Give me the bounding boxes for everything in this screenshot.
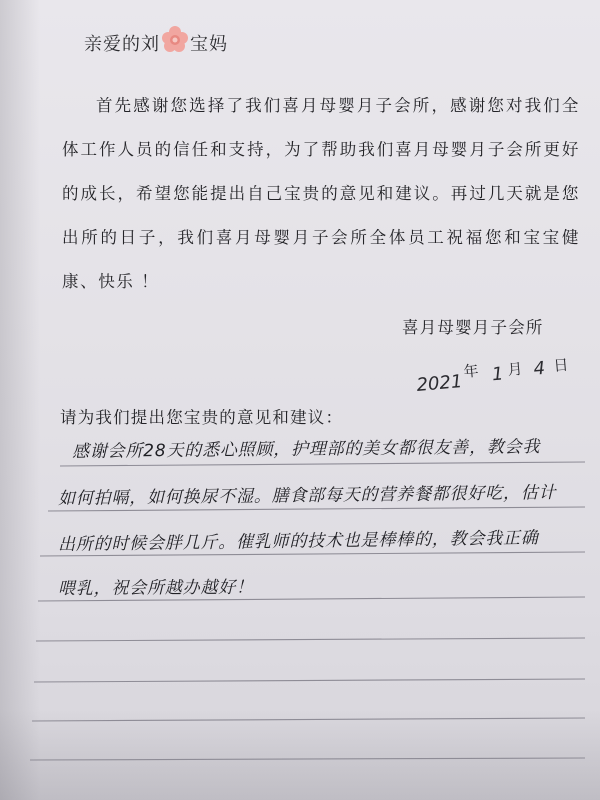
rule-line-1	[60, 462, 585, 466]
handwritten-line-1: 感谢会所28天的悉心照顾，护理部的美女都很友善，教会我	[71, 437, 541, 462]
feedback-prompt: 请为我们提出您宝贵的意见和建议：	[60, 408, 344, 427]
salutation-prefix: 亲爱的刘	[84, 34, 160, 55]
handwritten-line-2: 如何拍嗝，如何换尿不湿。膳食部每天的营养餐都很好吃，估计	[57, 482, 557, 509]
paper-shadow-left	[0, 0, 40, 800]
paper-shadow-bottom	[0, 710, 600, 800]
salutation-suffix: 宝妈	[190, 34, 228, 55]
redaction-flower-icon	[162, 26, 188, 52]
rule-line-6	[34, 679, 585, 682]
handwritten-line-3: 出所的时候会胖几斤。催乳师的技术也是棒棒的，教会我正确	[57, 528, 539, 555]
letter-body: 首先感谢您选择了我们喜月母婴月子会所，感谢您对我们全体工作人员的信任和支持，为了帮助我们喜月母婴月子会所更好的成长，希望您能提出自己宝贵的意见和建议。再过几天就是您出所的日子，我们喜月母婴月子会所全体员工祝福您和宝宝健康、快乐 ！	[62, 96, 580, 291]
signature: 喜月母婴月子会所	[402, 318, 544, 337]
salutation	[84, 30, 228, 56]
date-month-unit: 月	[506, 359, 524, 380]
date-day-unit: 日	[552, 355, 570, 376]
date-year-unit: 年	[462, 361, 480, 381]
date-month: 1	[491, 363, 505, 386]
rule-line-5	[36, 638, 585, 641]
date-year: 2021	[415, 371, 464, 397]
handwritten-date	[411, 351, 583, 400]
handwritten-line-4: 喂乳，祝会所越办越好！	[57, 577, 254, 599]
date-day: 4	[532, 357, 546, 380]
